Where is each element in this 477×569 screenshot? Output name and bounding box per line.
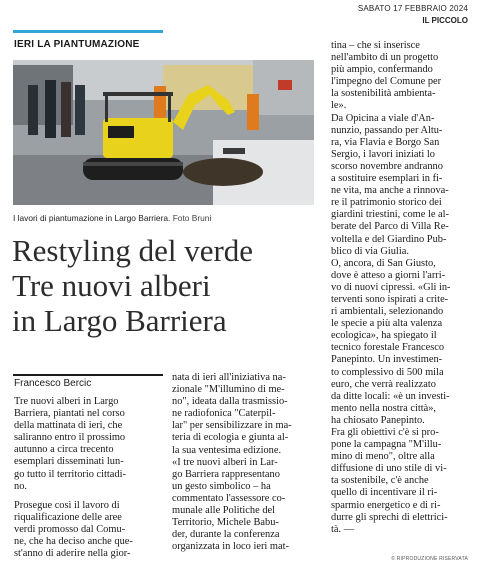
headline-line: Restyling del verde (12, 233, 254, 268)
text-line: nata di ieri all'iniziativa na- (172, 372, 286, 383)
text-line: Barriera, piantati nel corso (14, 408, 125, 420)
text-line: le». (331, 100, 347, 112)
headline-line: Tre nuovi alberi (12, 268, 211, 303)
text-line: Sergio, i lavori iniziati lo (331, 148, 435, 160)
photo-caption (13, 213, 211, 223)
text-line: Proseguе così il lavoro di (14, 499, 120, 511)
text-line: più ampio, confermando (331, 64, 433, 76)
text-line: vo di nuovi cipressi. «Gli in- (331, 281, 451, 293)
text-line: Territorio, Michele Babu- (172, 517, 279, 529)
text-line: go tutto il territorio cittadi- (14, 468, 126, 480)
headline-line: in Largo Barriera (12, 303, 227, 338)
text-line: a sostituire esemplari in fi- (331, 173, 443, 185)
paragraph-gap (14, 493, 133, 500)
text-line: voltella e del Giardino Pub- (331, 233, 447, 245)
text-line: quello di incentivare il ri- (331, 487, 438, 499)
text-line: no", ideata dalla trasmissio- (172, 396, 288, 408)
text-line: pone la campagna "M'illu- (331, 439, 442, 451)
text-line: autunno a circa trecento (14, 444, 114, 456)
text-line: ha chiosato Panepinto. (331, 414, 425, 426)
copyright-notice: © RIPRODUZIONE RISERVATA (391, 556, 468, 562)
text-line: re il patrimonio storico dei (331, 197, 442, 209)
text-line: mento nella nostra città», (331, 402, 437, 414)
text-line: ecologica», ha spiegato il (331, 330, 437, 342)
text-line: ra, via Flavia e Borgo San (331, 136, 440, 148)
text-line: la sua ventesima edizione. (172, 444, 282, 456)
body-column-2 (172, 372, 292, 553)
text-line: la sostenibilità ambienta- (331, 88, 436, 100)
text-line: ne, che ha deciso anche que- (14, 536, 133, 548)
text-line: da ditte locali: «è un investi- (331, 390, 450, 402)
body-column-3 (331, 40, 450, 536)
headline (12, 233, 322, 338)
text-line: berate del Parco di Villa Re- (331, 221, 449, 233)
text-line: durre gli sprechi di elettrici- (331, 511, 448, 523)
body-column-1 (14, 396, 133, 560)
author-rule (13, 374, 163, 376)
text-line: organizzata in loco ieri mat- (172, 541, 289, 553)
text-line: le specie a più alta valenza (331, 318, 443, 330)
text-line: munale alle Politiche del (172, 505, 276, 517)
text-line: tà. — (331, 523, 355, 535)
text-line: ri ambientali, selezionando (331, 306, 444, 318)
text-line: ne radiofonica "Caterpil- (172, 408, 276, 420)
text-line: Panepinto. Un investimen- (331, 354, 443, 366)
text-line: diffusione di uno stile di vi- (331, 463, 447, 475)
text-line: dove è atteso a giorni l'arri- (331, 269, 446, 281)
text-line: zionale "M'illumino di me- (172, 384, 285, 396)
text-line: Fra gli obiettivi c'è si pro- (331, 427, 439, 438)
text-line: der, durante la conferenza (172, 529, 280, 541)
text-line: no. (14, 480, 27, 492)
header-date: SABATO 17 FEBBRAIO 2024 (357, 4, 468, 13)
text-line: go Barriera rappresentano (172, 468, 280, 480)
article-photo (13, 60, 314, 205)
photo-credit: Foto Bruni (172, 213, 212, 223)
text-line: commentato l'assessore co- (172, 492, 286, 504)
text-line: esemplari disseminati lun- (14, 456, 124, 468)
text-line: teria di ecologia e giunta al- (172, 432, 289, 444)
text-line: Da Opicina a viale d'An- (331, 112, 435, 124)
text-line: l'impegno del Comune per (331, 76, 442, 88)
newspaper-name: IL PICCOLO (422, 16, 468, 25)
text-line: ta sostenibile, c'è anche (331, 475, 429, 487)
text-line: ne vita, ma anche a rinnova- (331, 185, 449, 197)
caption-text: I lavori di piantumazione in Largo Barriera. (13, 213, 171, 223)
text-line: nunzio, passando per Altu- (331, 124, 443, 136)
text-line: scorso novembre andranno (331, 160, 443, 172)
text-line: saliranno entro il prossimo (14, 432, 126, 444)
text-line: sparmio energetico e di ri- (331, 499, 441, 511)
text-line: tecnico forestale Francesco (331, 342, 445, 354)
text-line: to complessivo di 500 mila (331, 366, 444, 378)
text-line: mino di meno", oltre alla (331, 451, 435, 463)
text-line: terventi sono ispirati a crite- (331, 293, 449, 305)
text-line: «I tre nuovi alberi in Lar- (172, 456, 278, 468)
text-line: Tre nuovi alberi in Largo (14, 396, 119, 407)
section-accent-bar (13, 30, 163, 33)
text-line: st'anno di aderire nella gior- (14, 548, 131, 560)
text-line: euro, che verrà realizzato (331, 378, 436, 390)
byline: Francesco Bercic (14, 378, 92, 389)
text-line: tina – che si inserisce (331, 40, 420, 51)
text-line: lar" per sensibilizzare in ma- (172, 420, 292, 432)
text-line: un gesto simbolico – ha (172, 480, 271, 492)
text-line: verdi promosso dal Comu- (14, 523, 126, 535)
text-line: riqualificazione delle aree (14, 511, 122, 523)
text-line: giardini triestini, come le al- (331, 209, 450, 221)
text-line: O, ancora, di San Giusto, (331, 257, 436, 269)
text-line: nell'ambito di un progetto (331, 52, 439, 64)
text-line: della mattinata di ieri, che (14, 420, 123, 432)
section-label: IERI LA PIANTUMAZIONE (14, 39, 140, 50)
text-line: blico di via Giulia. (331, 245, 409, 257)
